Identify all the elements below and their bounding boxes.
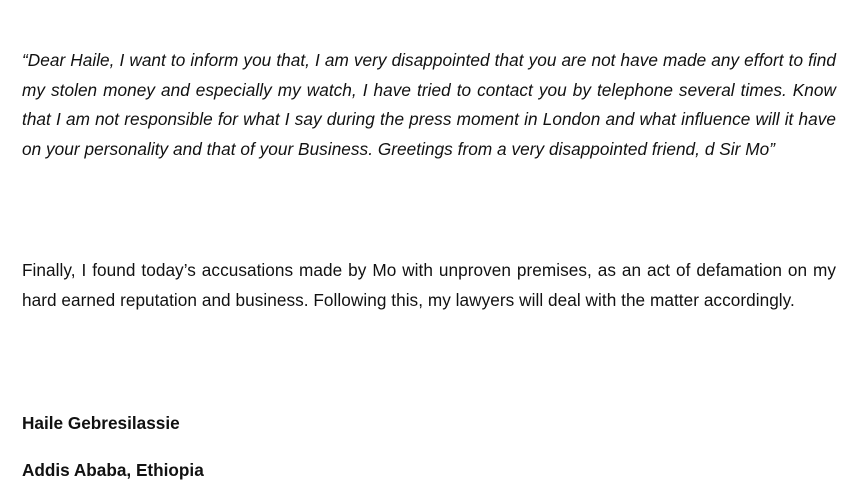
signature-location: Addis Ababa, Ethiopia (22, 460, 204, 480)
closing-paragraph: Finally, I found today’s accusations made by Mo with unproven premises, as an act of defamation on my hard earned reputation and business. Following this, my lawyers will deal with the matter accordingly. (22, 260, 836, 310)
signature-name: Haile Gebresilassie (22, 413, 180, 433)
quoted-letter-paragraph: “Dear Haile, I want to inform you that, I am very disappointed that you are not have made any effort to find my stolen money and especially my watch, I have tried to contact you by telephone several times. Know that I am not responsible for what I say during the press moment in London and what influence will it have on your personality and that of your Business. Greetings from a very disappointed friend, d Sir Mo” (22, 50, 836, 159)
